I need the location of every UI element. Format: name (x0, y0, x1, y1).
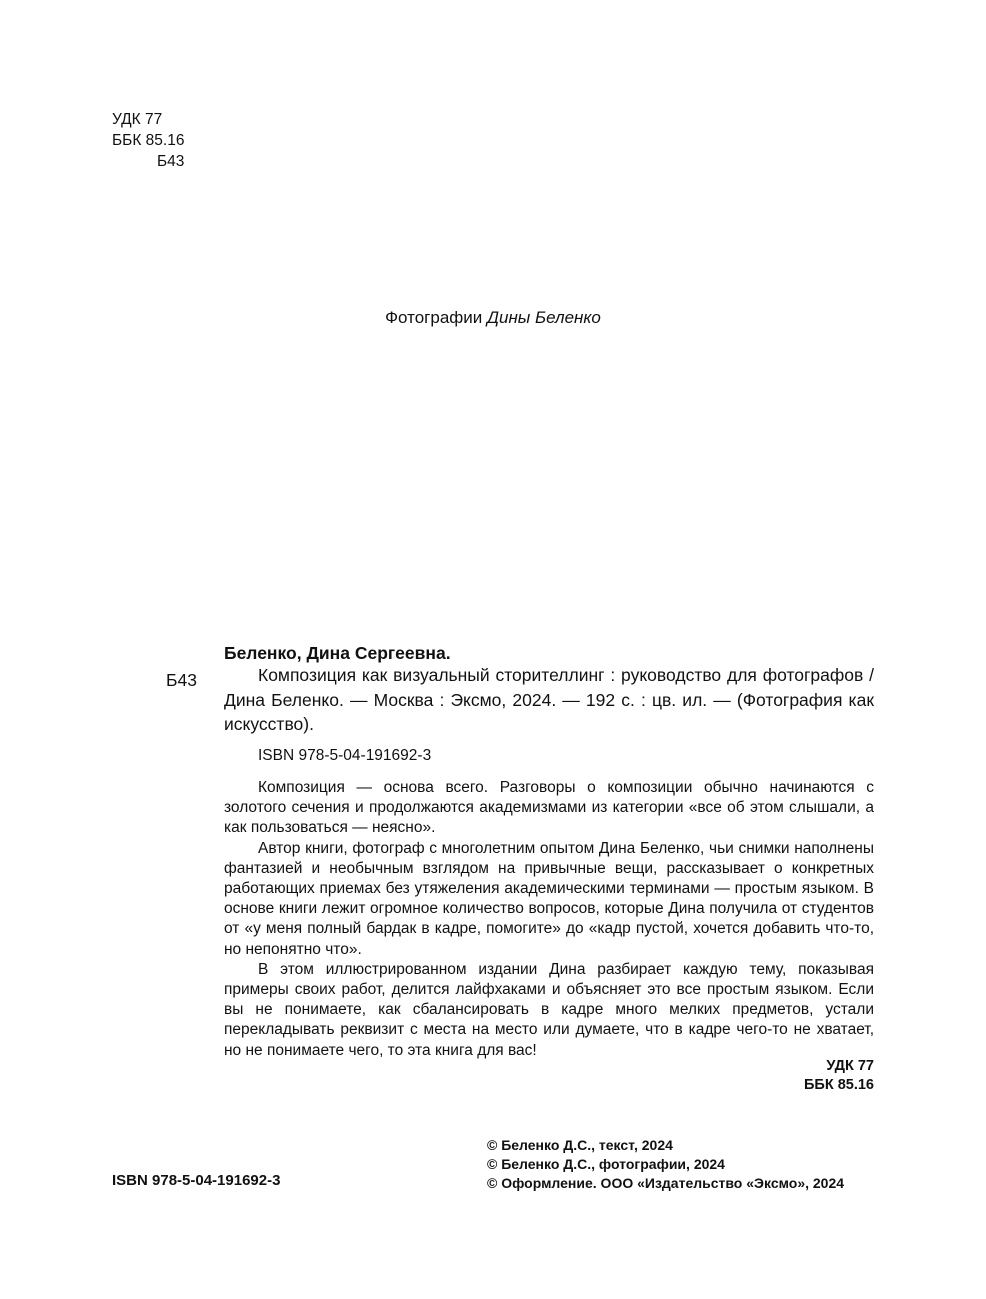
copyright-block (487, 1136, 844, 1193)
classification-block (112, 109, 184, 172)
copyright-line: © Беленко Д.С., фотографии, 2024 (487, 1156, 725, 1172)
classification-block-bottom (804, 1057, 874, 1095)
bbk-code: ББК 85.16 (112, 132, 185, 149)
photo-credit-name: Дины Беленко (487, 308, 601, 327)
entry-cutter-code: Б43 (166, 670, 197, 690)
copyright-line: © Беленко Д.С., текст, 2024 (487, 1137, 673, 1153)
cutter-code: Б43 (157, 153, 185, 170)
bibliographic-description: Композиция как визуальный сторителлинг : руководство для фотографов / Дина Беленко. — Москва : Эксмо, 2024. — 192 с. : цв. ил. — (Фотография как искусство). (224, 665, 874, 734)
annotation (224, 778, 874, 1061)
annotation-paragraph: В этом иллюстрированном издании Дина разбирает каждую тему, показывая примеры своих работ, делится лайфхаками и объясняет это все простым языком. Если вы не понимаете, как сбалансировать в кадре много мелких предметов, устали перекладывать реквизит с места на место или думаете, что в кадре чего-то не хватает, но не понимаете чего, то эта книга для вас! (224, 960, 874, 1059)
author-heading: Беленко, Дина Сергеевна. (224, 643, 451, 663)
annotation-paragraph: Композиция — основа всего. Разговоры о композиции обычно начинаются с золотого сечения и продолжаются академизмами из категории «все об этом слышали, а как пользоваться — неясно». (224, 779, 874, 837)
photo-credit (0, 307, 986, 329)
udk-code-bottom: УДК 77 (826, 1058, 874, 1074)
copyright-line: © Оформление. ООО «Издательство «Эксмо», 2024 (487, 1175, 845, 1191)
photo-credit-prefix: Фотографии (385, 308, 483, 327)
annotation-paragraph: Автор книги, фотограф с многолетним опытом Дина Беленко, чьи снимки наполнены фантазией и необычным взглядом на привычные вещи, рассказывает о конкретных работающих приемах без утяжеления академическими терминами — простым языком. В основе книги лежит огромное количество вопросов, которые Дина получила от студентов от «у меня полный бардак в кадре, помогите» до «кадр пустой, хочется добавить что-то, но непонятно что». (224, 839, 874, 958)
isbn-bottom: ISBN 978-5-04-191692-3 (112, 1172, 281, 1189)
udk-code: УДК 77 (112, 111, 163, 128)
bbk-code-bottom: ББК 85.16 (803, 1077, 874, 1093)
entry-isbn: ISBN 978-5-04-191692-3 (258, 747, 432, 764)
